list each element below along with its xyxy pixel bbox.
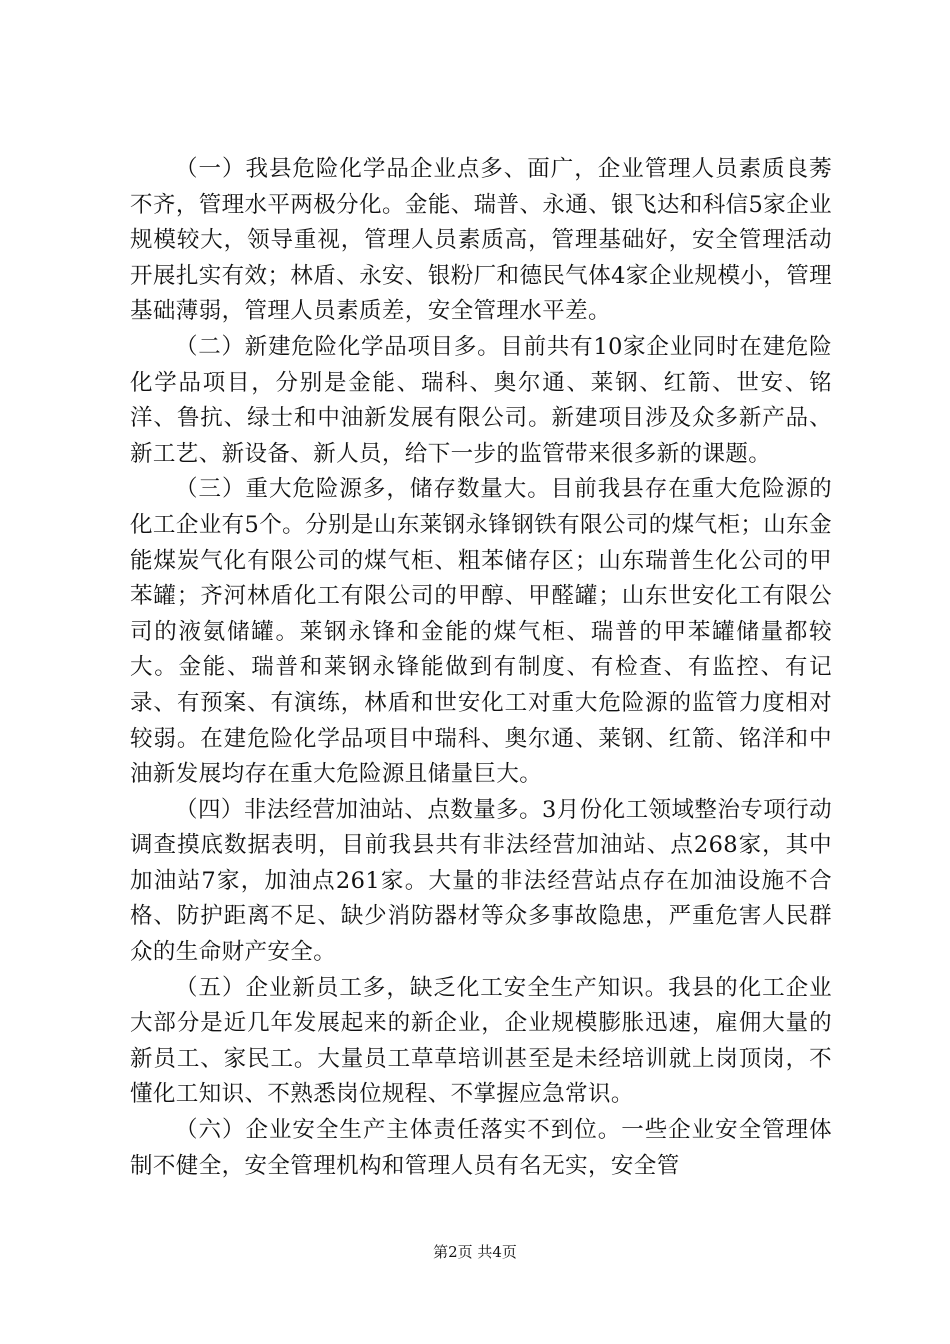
document-body [130,152,832,1184]
paragraph-5: （五）企业新员工多，缺乏化工安全生产知识。我县的化工企业大部分是近几年发展起来的新企业，企业规模膨胀迅速，雇佣大量的新员工、家民工。大量员工草草培训甚至是未经培训就上岗顶岗，不懂化工知识、不熟悉岗位规程、不掌握应急常识。 [130,974,832,1108]
paragraph-3: （三）重大危险源多，储存数量大。目前我县存在重大危险源的化工企业有5个。分别是山东莱钢永锋钢铁有限公司的煤气柜；山东金能煤炭气化有限公司的煤气柜、粗苯储存区；山东瑞普生化公司的甲苯罐；齐河林盾化工有限公司的甲醇、甲醛罐；山东世安化工有限公司的液氨储罐。莱钢永锋和金能的煤气柜、瑞普的甲苯罐储量都较大。金能、瑞普和莱钢永锋能做到有制度、有检查、有监控、有记录、有预案、有演练，林盾和世安化工对重大危险源的监管力度相对较弱。在建危险化学品项目中瑞科、奥尔通、莱钢、红箭、铭洋和中油新发展均存在重大危险源且储量巨大。 [130,476,832,788]
page-number-footer: 第2页 共4页 [433,1243,517,1261]
paragraph-1: （一）我县危险化学品企业点多、面广，企业管理人员素质良莠不齐，管理水平两极分化。金能、瑞普、永通、银飞达和科信5家企业规模较大，领导重视，管理人员素质高，管理基础好，安全管理活动开展扎实有效；林盾、永安、银粉厂和德民气体4家企业规模小，管理基础薄弱，管理人员素质差，安全管理水平差。 [130,156,832,325]
paragraph-2: （二）新建危险化学品项目多。目前共有10家企业同时在建危险化学品项目，分别是金能、瑞科、奥尔通、莱钢、红箭、世安、铭洋、鲁抗、绿士和中油新发展有限公司。新建项目涉及众多新产品、新工艺、新设备、新人员，给下一步的监管带来很多新的课题。 [130,333,832,467]
paragraph-6: （六）企业安全生产主体责任落实不到位。一些企业安全管理体制不健全，安全管理机构和管理人员有名无实，安全管 [130,1117,832,1179]
paragraph-4: （四）非法经营加油站、点数量多。3月份化工领域整治专项行动调查摸底数据表明，目前我县共有非法经营加油站、点268家，其中加油站7家，加油点261家。大量的非法经营站点存在加油设施不合格、防护距离不足、缺少消防器材等众多事故隐患，严重危害人民群众的生命财产安全。 [130,796,832,966]
